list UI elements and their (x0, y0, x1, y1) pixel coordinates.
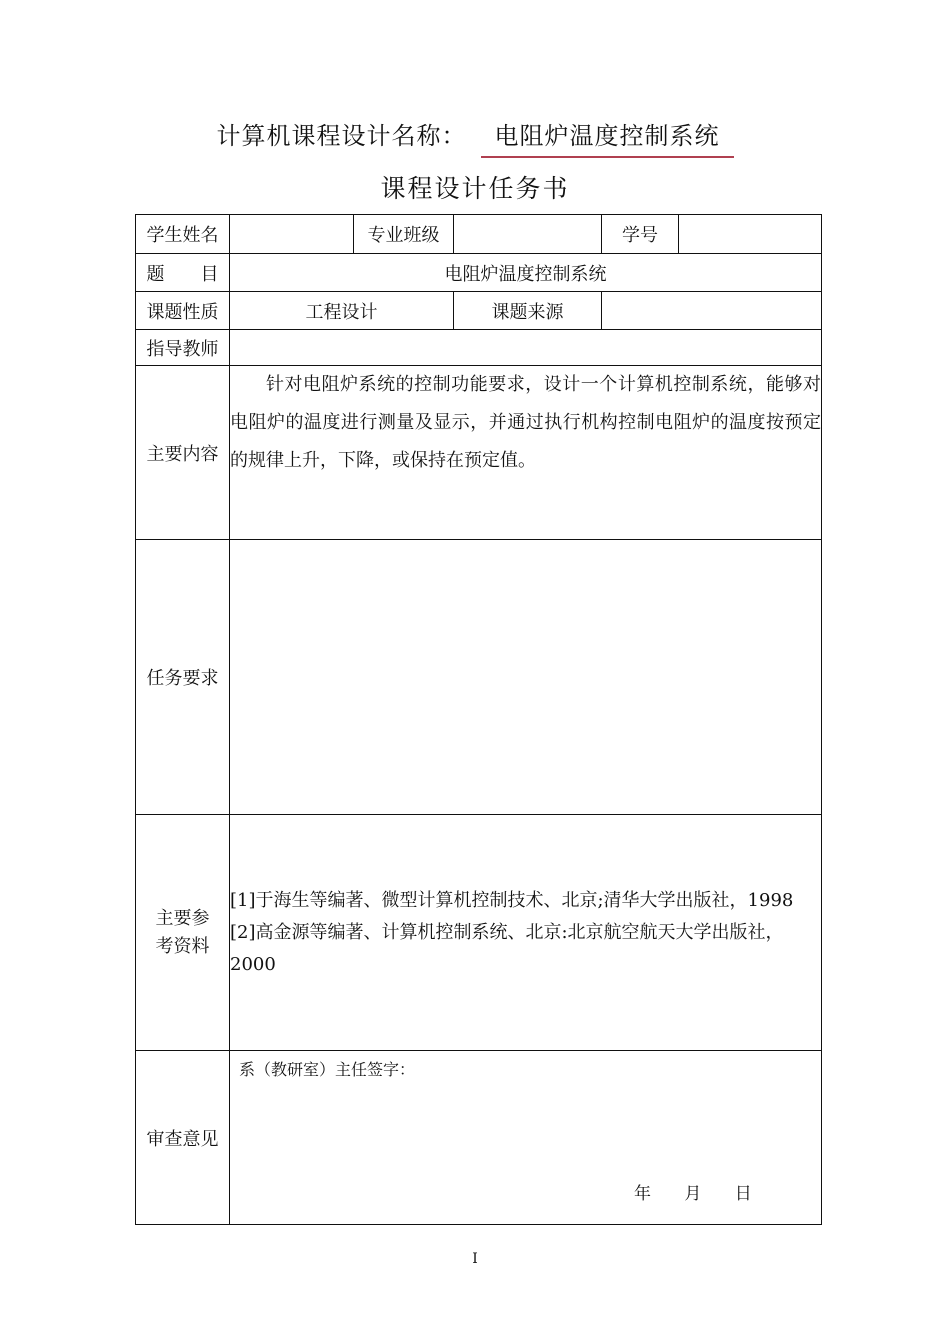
review-cell[interactable] (230, 1051, 822, 1225)
student-name-field[interactable] (230, 215, 354, 254)
row-review (136, 1051, 822, 1225)
document-title (0, 116, 950, 158)
main-content-text: 针对电阻炉系统的控制功能要求，设计一个计算机控制系统，能够对电阻炉的温度进行测量及显示，并通过执行机构控制电阻炉的温度按预定的规律上升，下降，或保持在预定值。 (230, 374, 821, 471)
student-name-label: 学生姓名 (136, 215, 230, 254)
references-cell (230, 815, 822, 1051)
page-number: I (472, 1251, 478, 1267)
references-label (136, 815, 230, 1051)
references-label-line1: 主要参 (155, 907, 210, 929)
task-requirements-label: 任务要求 (136, 540, 230, 815)
row-task-requirements (136, 540, 822, 815)
student-id-label: 学号 (602, 215, 679, 254)
advisor-label: 指导教师 (136, 330, 230, 366)
row-main-content (136, 366, 822, 540)
topic-value: 电阻炉温度控制系统 (230, 254, 822, 292)
document-subtitle: 课程设计任务书 (380, 174, 570, 203)
row-advisor (136, 330, 822, 366)
project-name: 电阻炉温度控制系统 (481, 116, 734, 158)
main-content-label: 主要内容 (136, 366, 230, 540)
student-id-field[interactable] (679, 215, 822, 254)
reference-item-1: [1]于海生等编著、微型计算机控制技术、北京;清华大学出版社，1998 (230, 889, 794, 911)
title-prefix: 计算机课程设计名称： (216, 122, 467, 150)
row-student-info (136, 215, 822, 254)
source-label: 课题来源 (454, 292, 602, 330)
signature-label: 系（教研室）主任签字： (239, 1060, 416, 1079)
main-content-cell (230, 366, 822, 540)
row-topic (136, 254, 822, 292)
class-field[interactable] (454, 215, 602, 254)
task-form-table (135, 214, 822, 1225)
row-references (136, 815, 822, 1051)
row-nature (136, 292, 822, 330)
date-label: 年 月 日 (634, 1184, 752, 1204)
advisor-field[interactable] (230, 330, 822, 366)
reference-item-2: [2]高金源等编著、计算机控制系统、北京:北京航空航天大学出版社，2000 (230, 921, 784, 975)
task-requirements-field[interactable] (230, 540, 822, 815)
review-label: 审查意见 (136, 1051, 230, 1225)
nature-value: 工程设计 (230, 292, 454, 330)
references-label-line2: 考资料 (155, 935, 210, 957)
class-label: 专业班级 (354, 215, 454, 254)
source-field[interactable] (602, 292, 822, 330)
nature-label: 课题性质 (136, 292, 230, 330)
topic-label: 题 目 (136, 254, 230, 292)
